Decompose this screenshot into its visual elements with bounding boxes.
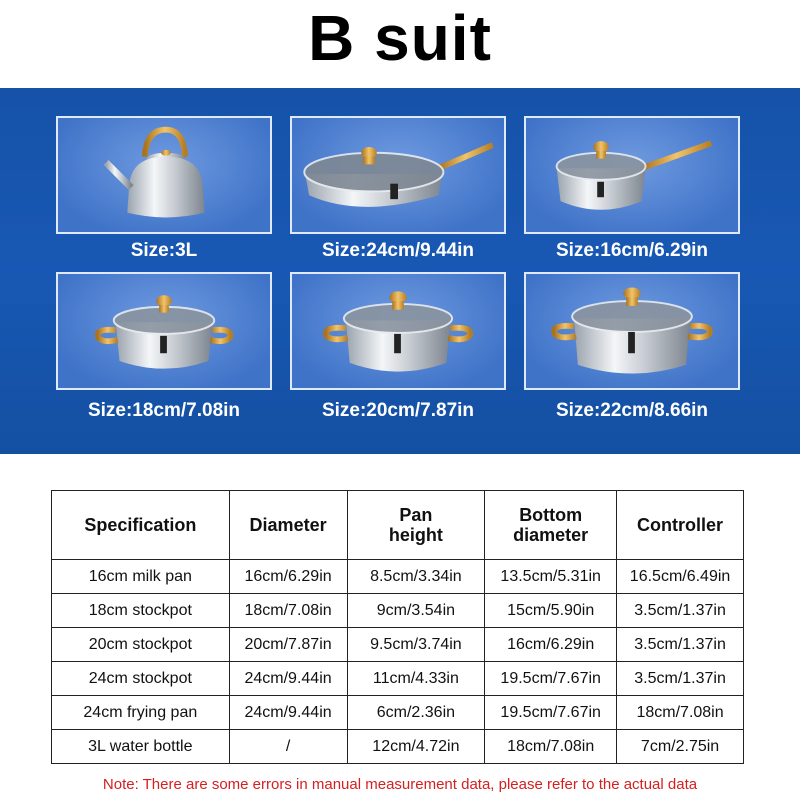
table-cell: / [229,730,347,764]
table-cell: 19.5cm/7.67in [485,696,617,730]
size-label: Size:22cm/8.66in [555,400,709,421]
column-header [347,491,485,560]
table-header-row [52,491,744,560]
specification-table [51,490,744,764]
column-header [485,491,617,560]
table-cell: 9cm/3.54in [347,594,485,628]
table-cell: 16.5cm/6.49in [617,560,744,594]
table-row [52,560,744,594]
table-cell: 11cm/4.33in [347,662,485,696]
table-cell: 20cm stockpot [52,628,230,662]
table-cell: 20cm/7.87in [229,628,347,662]
table-cell: 9.5cm/3.74in [347,628,485,662]
column-header: Diameter [229,491,347,560]
table-row [52,730,744,764]
product-image-milk-pan [524,116,740,234]
table-cell: 6cm/2.36in [347,696,485,730]
table-cell: 18cm/7.08in [229,594,347,628]
table-row [52,662,744,696]
size-label: Size:20cm/7.87in [321,400,475,421]
table-cell: 12cm/4.72in [347,730,485,764]
product-image-kettle [56,116,272,234]
product-panel [0,88,800,454]
table-cell: 8.5cm/3.34in [347,560,485,594]
product-image-stockpot-20 [290,272,506,390]
table-cell: 18cm stockpot [52,594,230,628]
column-header-text: Bottom diameter [513,505,589,545]
column-header: Controller [617,491,744,560]
table-cell: 19.5cm/7.67in [485,662,617,696]
size-label: Size:24cm/9.44in [321,240,475,261]
table-cell: 24cm/9.44in [229,696,347,730]
table-cell: 3.5cm/1.37in [617,594,744,628]
table-cell: 3.5cm/1.37in [617,662,744,696]
page-title: B suit [308,2,492,74]
kettle-icon [58,118,270,232]
table-cell: 3L water bottle [52,730,230,764]
product-image-stockpot-22 [524,272,740,390]
table-cell: 24cm stockpot [52,662,230,696]
table-cell: 24cm frying pan [52,696,230,730]
column-header: Specification [52,491,230,560]
size-label: Size:16cm/6.29in [555,240,709,261]
stockpot-icon [526,274,738,388]
table-cell: 24cm/9.44in [229,662,347,696]
milk-pan-icon [526,118,738,232]
measurement-note: Note: There are some errors in manual measurement data, please refer to the actual data [102,776,698,793]
size-label: Size:18cm/7.08in [87,400,241,421]
table-cell: 16cm/6.29in [229,560,347,594]
table-row [52,628,744,662]
table-cell: 7cm/2.75in [617,730,744,764]
table-cell: 16cm/6.29in [485,628,617,662]
column-header-text: Pan height [388,505,443,545]
product-image-frying-pan [290,116,506,234]
size-label: Size:3L [130,240,198,261]
product-image-stockpot-18 [56,272,272,390]
table-cell: 18cm/7.08in [485,730,617,764]
frying-pan-icon [292,118,504,232]
table-cell: 13.5cm/5.31in [485,560,617,594]
table-cell: 18cm/7.08in [617,696,744,730]
table-cell: 16cm milk pan [52,560,230,594]
table-cell: 15cm/5.90in [485,594,617,628]
table-row [52,696,744,730]
stockpot-icon [292,274,504,388]
stockpot-icon [58,274,270,388]
table-cell: 3.5cm/1.37in [617,628,744,662]
table-row [52,594,744,628]
